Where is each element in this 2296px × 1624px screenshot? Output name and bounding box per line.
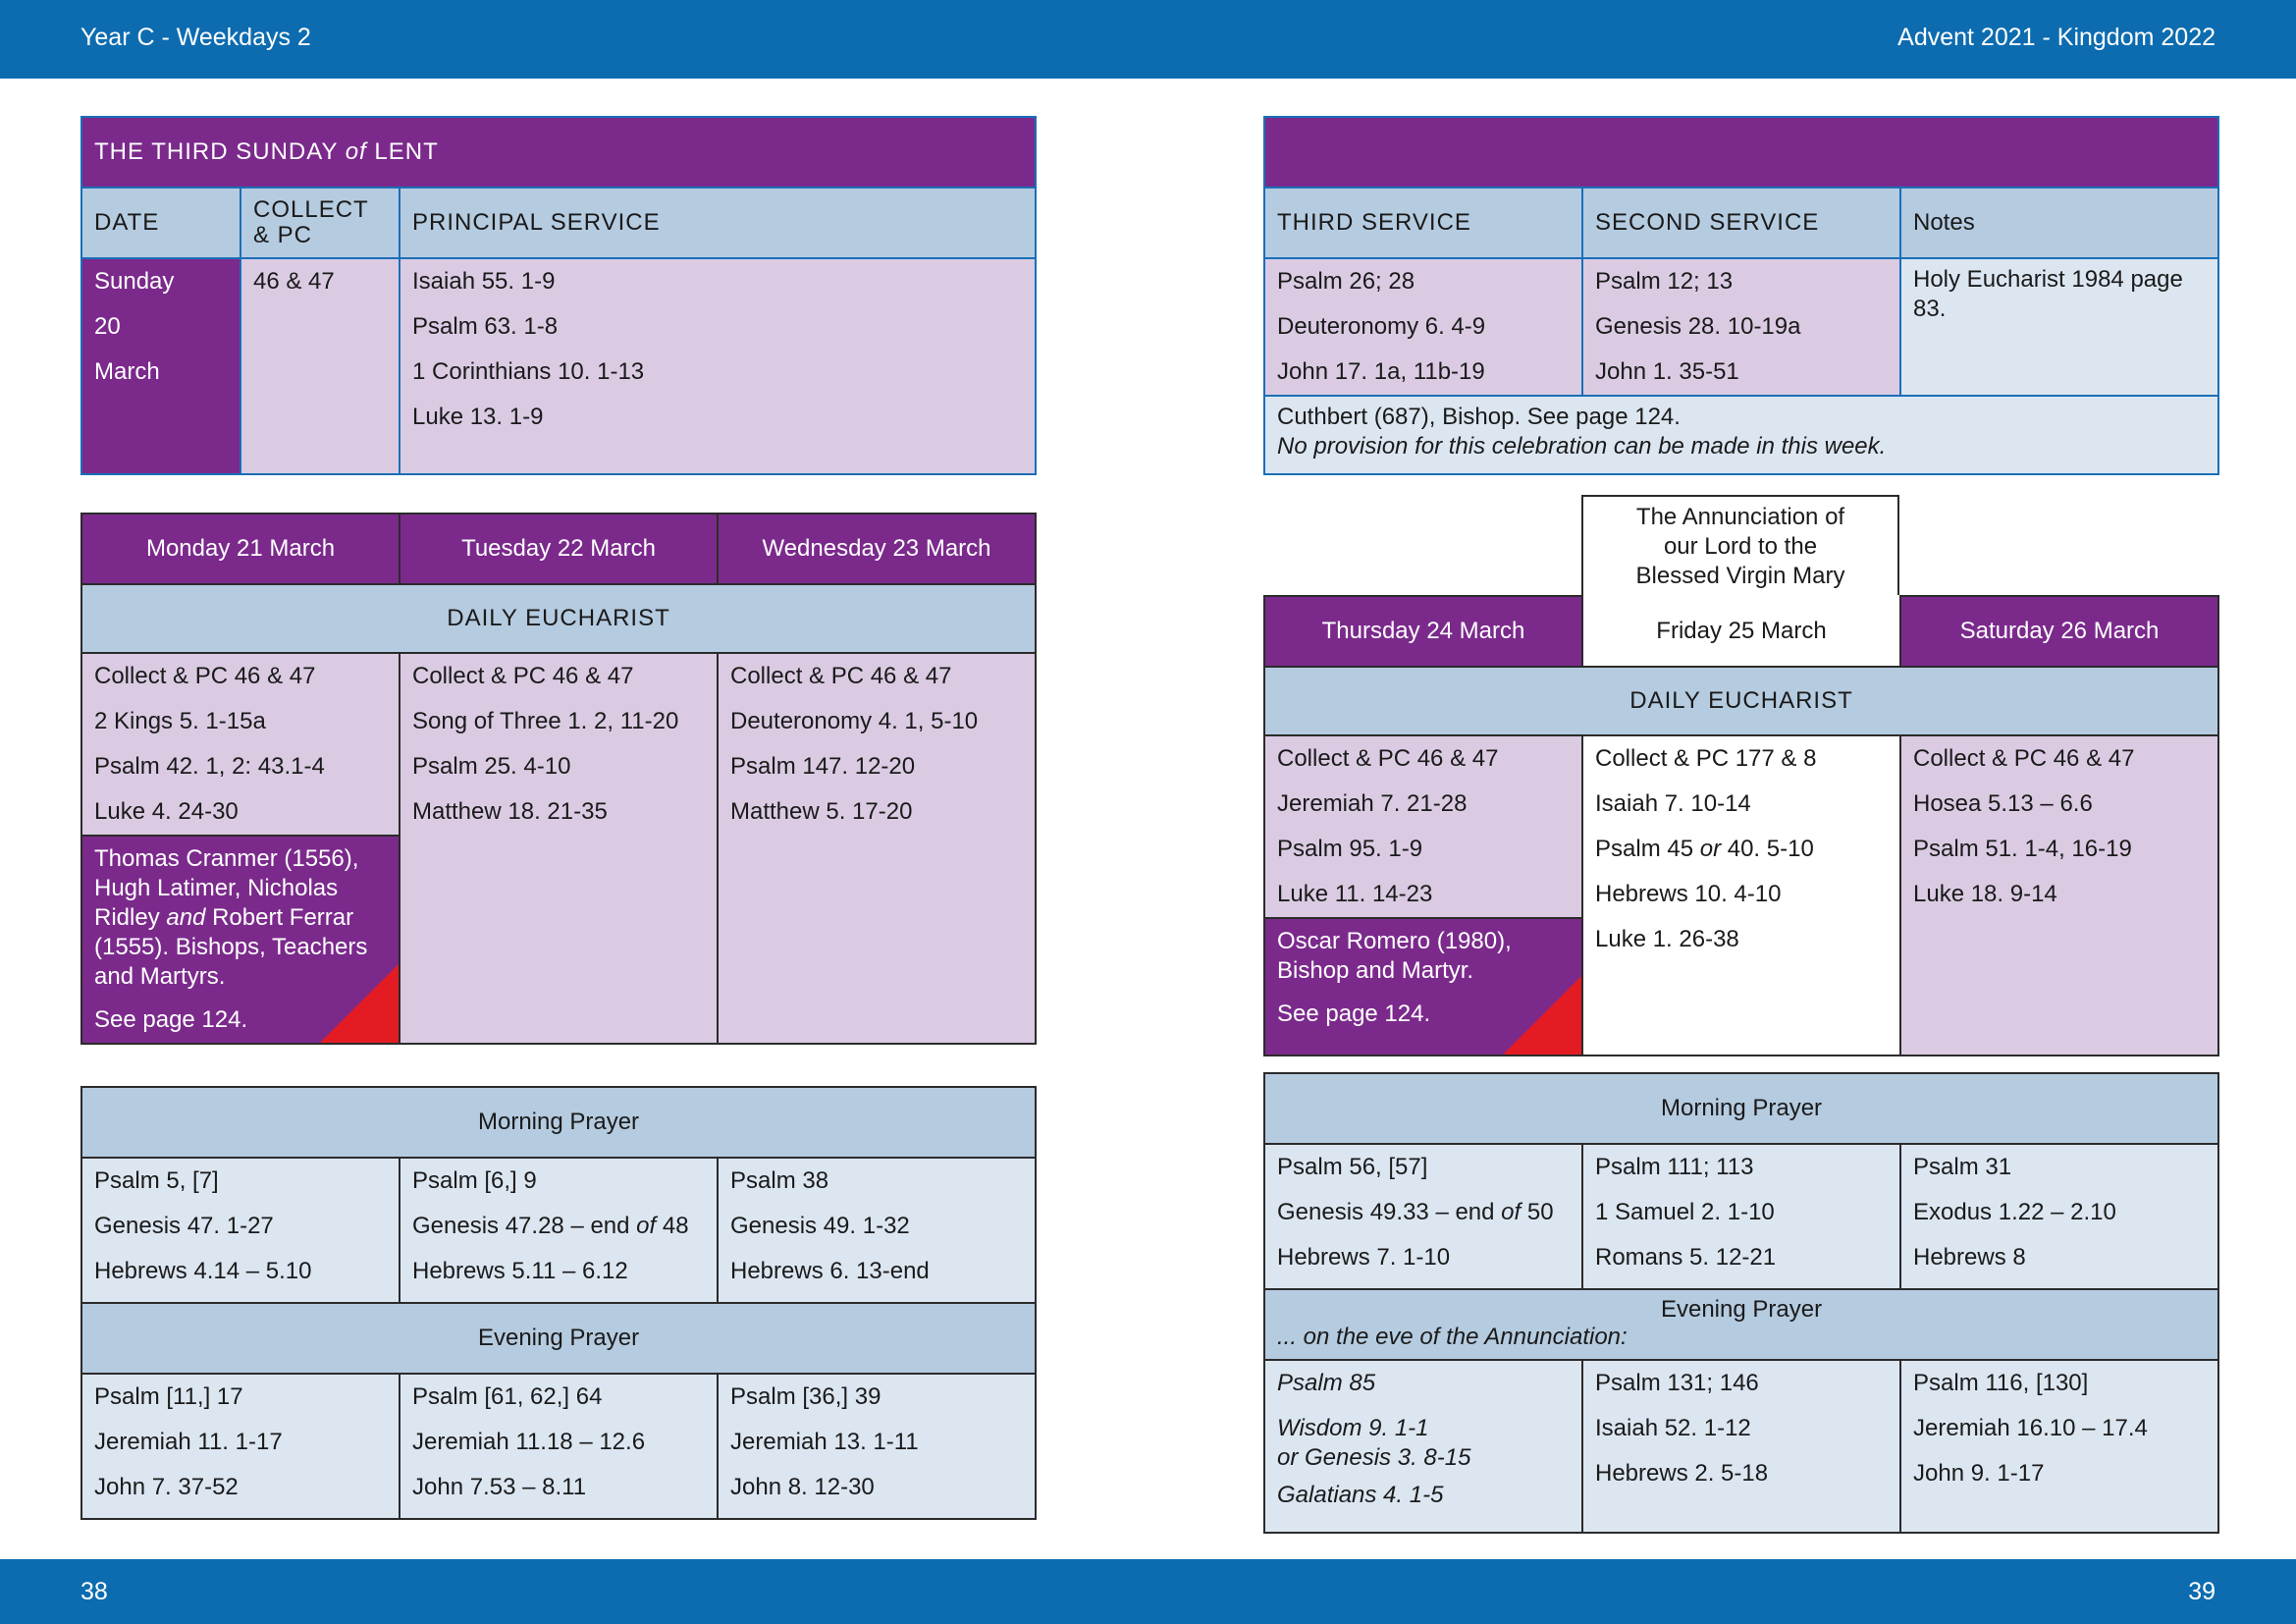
reading: John 7. 37-52	[94, 1474, 239, 1500]
col-date-header: DATE	[81, 188, 240, 258]
reading-part-italic: of	[636, 1213, 657, 1239]
reading: Genesis 49. 1-32	[730, 1213, 910, 1239]
eucharist-saturday	[1900, 735, 2218, 1056]
reading: Hebrews 4.14 – 5.10	[94, 1258, 312, 1284]
notes-cell: Holy Eucharist 1984 page 83.	[1900, 258, 2218, 396]
evening-friday	[1582, 1360, 1900, 1533]
reading: Deuteronomy 4. 1, 5-10	[730, 708, 979, 734]
reading: Romans 5. 12-21	[1595, 1244, 1777, 1271]
note-line: Cuthbert (687), Bishop. See page 124.	[1277, 404, 1681, 430]
week-right-eucharist-table	[1263, 595, 2219, 1056]
day-header-tuesday: Tuesday 22 March	[400, 514, 718, 584]
reading: Psalm [11,] 17	[94, 1383, 243, 1410]
festival-romero	[1264, 918, 1582, 1056]
reading: Psalm [6,] 9	[412, 1167, 537, 1194]
reading: Collect & PC 46 & 47	[1913, 745, 2135, 772]
eucharist-tuesday	[400, 653, 718, 1044]
reading: Deuteronomy 6. 4-9	[1277, 313, 1486, 340]
reading-part: 40. 5-10	[1721, 836, 1814, 862]
col-notes-header: Notes	[1900, 188, 2218, 258]
reading: Psalm [36,] 39	[730, 1383, 881, 1410]
morning-prayer-label: Morning Prayer	[81, 1087, 1036, 1158]
reading: Psalm [61, 62,] 64	[412, 1383, 603, 1410]
sunday-date-cell	[81, 258, 240, 474]
reading: Jeremiah 11.18 – 12.6	[412, 1429, 646, 1455]
reading: 1 Corinthians 10. 1-13	[412, 358, 645, 385]
footer-bar	[0, 1559, 2296, 1624]
reading: Genesis 28. 10-19a	[1595, 313, 1801, 340]
evening-monday	[81, 1374, 400, 1519]
festival-see-page: See page 124.	[94, 1006, 248, 1033]
morning-prayer-label: Morning Prayer	[1264, 1073, 2218, 1144]
reading: Hebrews 7. 1-10	[1277, 1244, 1451, 1271]
reading: Psalm 31	[1913, 1154, 2012, 1180]
reading: Jeremiah 11. 1-17	[94, 1429, 283, 1455]
collect-value: 46 & 47	[253, 268, 335, 295]
reading: Isaiah 52. 1-12	[1595, 1415, 1751, 1441]
col-third-header: THIRD SERVICE	[1264, 188, 1582, 258]
day-header-friday: Friday 25 March	[1582, 596, 1900, 667]
reading: Psalm 131; 146	[1595, 1370, 1759, 1396]
note-line-italic: No provision for this celebration can be made in this week.	[1277, 433, 1887, 460]
morning-friday	[1582, 1144, 1900, 1289]
eucharist-wednesday	[718, 653, 1036, 1044]
reading: Isaiah 55. 1-9	[412, 268, 556, 295]
date-line: 20	[94, 313, 121, 340]
reading: Collect & PC 46 & 47	[94, 663, 316, 689]
reading: or Genesis 3. 8-15	[1277, 1444, 1471, 1471]
reading: Psalm 5, [7]	[94, 1167, 219, 1194]
evening-saturday	[1900, 1360, 2218, 1533]
reading: Psalm 85	[1277, 1370, 1376, 1396]
morning-thursday	[1264, 1144, 1582, 1289]
reading	[1277, 1190, 1570, 1235]
col-collect-header: COLLECT & PC	[240, 188, 400, 258]
reading: Collect & PC 46 & 47	[1277, 745, 1499, 772]
reading: Collect & PC 177 & 8	[1595, 745, 1817, 772]
reading: Psalm 147. 12-20	[730, 753, 916, 780]
evening-eve-note: ... on the eve of the Annunciation:	[1277, 1324, 1628, 1350]
day-header-thursday: Thursday 24 March	[1264, 596, 1582, 667]
reading-part: Psalm 45	[1595, 836, 1700, 862]
reading: Luke 18. 9-14	[1913, 881, 2057, 907]
reading: Song of Three 1. 2, 11-20	[412, 708, 679, 734]
reading: Collect & PC 46 & 47	[730, 663, 952, 689]
col-principal-header: PRINCIPAL SERVICE	[400, 188, 1036, 258]
sunday-title-band	[1264, 117, 2218, 188]
page-number-left: 38	[80, 1578, 108, 1605]
reading: Psalm 56, [57]	[1277, 1154, 1428, 1180]
second-service-cell	[1582, 258, 1900, 396]
red-corner-marker	[320, 964, 399, 1043]
reading: Psalm 25. 4-10	[412, 753, 571, 780]
reading: 1 Samuel 2. 1-10	[1595, 1199, 1775, 1225]
date-line: Sunday	[94, 268, 175, 295]
week-left-office-table	[80, 1086, 1037, 1520]
red-corner-marker	[1503, 976, 1581, 1055]
reading: Jeremiah 13. 1-11	[730, 1429, 919, 1455]
reading: Matthew 5. 17-20	[730, 798, 913, 825]
daily-eucharist-label: DAILY EUCHARIST	[81, 584, 1036, 653]
reading: Isaiah 7. 10-14	[1595, 790, 1751, 817]
festival-text: Thomas Cranmer (1556), Hugh Latimer, Nicholas Ridley	[94, 845, 359, 931]
reading	[1595, 827, 1888, 872]
reading: Psalm 63. 1-8	[412, 313, 559, 340]
reading: Psalm 111; 113	[1595, 1154, 1754, 1180]
week-left-eucharist-table	[80, 513, 1037, 1045]
morning-saturday	[1900, 1144, 2218, 1289]
reading: Galatians 4. 1-5	[1277, 1482, 1444, 1508]
daily-eucharist-label: DAILY EUCHARIST	[1264, 667, 2218, 735]
morning-tuesday	[400, 1158, 718, 1303]
reading: Psalm 116, [130]	[1913, 1370, 2089, 1396]
reading: Hosea 5.13 – 6.6	[1913, 790, 2093, 817]
annunciation-line: The Annunciation of	[1635, 504, 1845, 530]
reading: Psalm 26; 28	[1277, 268, 1415, 295]
sunday-principal-cell	[400, 258, 1036, 474]
eucharist-thursday	[1264, 735, 1582, 918]
reading: Hebrews 5.11 – 6.12	[412, 1258, 628, 1284]
reading: Exodus 1.22 – 2.10	[1913, 1199, 2116, 1225]
reading: Hebrews 10. 4-10	[1595, 881, 1782, 907]
reading: Psalm 38	[730, 1167, 829, 1194]
evening-prayer-label: Evening Prayer	[1660, 1296, 1823, 1323]
reading: John 9. 1-17	[1913, 1460, 2045, 1487]
sunday-commemoration-note	[1264, 396, 2218, 474]
reading: 2 Kings 5. 1-15a	[94, 708, 266, 734]
page-number-right: 39	[2188, 1578, 2216, 1605]
reading: Luke 1. 26-38	[1595, 926, 1739, 952]
sunday-principal-table	[80, 116, 1037, 475]
eucharist-friday	[1582, 735, 1900, 1056]
festival-cranmer	[81, 836, 400, 1044]
sunday-title: THE THIRD SUNDAY of LENT	[81, 117, 1036, 188]
annunciation-title	[1581, 495, 1899, 595]
annunciation-line: Blessed Virgin Mary	[1635, 563, 1845, 589]
day-header-monday: Monday 21 March	[81, 514, 400, 584]
header-right-text: Advent 2021 - Kingdom 2022	[1897, 24, 2216, 51]
reading: John 17. 1a, 11b-19	[1277, 358, 1485, 385]
reading: Wisdom 9. 1-1	[1277, 1415, 1429, 1441]
day-header-saturday: Saturday 26 March	[1900, 596, 2218, 667]
reading: Psalm 12; 13	[1595, 268, 1734, 295]
reading: Hebrews 8	[1913, 1244, 2026, 1271]
col-second-header: SECOND SERVICE	[1582, 188, 1900, 258]
reading-part: 50	[1521, 1199, 1554, 1225]
reading: Genesis 47. 1-27	[94, 1213, 274, 1239]
reading: Hebrews 6. 13-end	[730, 1258, 930, 1284]
reading-part-italic: or	[1699, 836, 1722, 862]
header-bar	[0, 0, 2296, 79]
reading-part: Genesis 49.33 – end	[1277, 1199, 1502, 1225]
sunday-other-services-table	[1263, 116, 2219, 475]
morning-wednesday	[718, 1158, 1036, 1303]
festival-see-page: See page 124.	[1277, 1001, 1431, 1027]
week-right-office-table	[1263, 1072, 2219, 1534]
reading: Hebrews 2. 5-18	[1595, 1460, 1769, 1487]
evening-thursday	[1264, 1360, 1582, 1533]
reading: Matthew 18. 21-35	[412, 798, 608, 825]
reading: Collect & PC 46 & 47	[412, 663, 634, 689]
third-service-cell	[1264, 258, 1582, 396]
reading	[412, 1204, 705, 1249]
festival-text: Robert Ferrar (1555). Bishops, Teachers and Martyrs.	[94, 904, 368, 990]
date-line: March	[94, 358, 160, 385]
reading: Psalm 95. 1-9	[1277, 836, 1423, 862]
evening-tuesday	[400, 1374, 718, 1519]
eucharist-monday	[81, 653, 400, 836]
morning-monday	[81, 1158, 400, 1303]
evening-wednesday	[718, 1374, 1036, 1519]
evening-prayer-label: Evening Prayer	[81, 1303, 1036, 1374]
evening-prayer-header	[1264, 1289, 2218, 1360]
reading-part: Genesis 47.28 – end	[412, 1213, 637, 1239]
reading-part: 48	[656, 1213, 689, 1239]
day-header-wednesday: Wednesday 23 March	[718, 514, 1036, 584]
festival-text: Oscar Romero (1980), Bishop and Martyr.	[1277, 928, 1512, 984]
reading: Luke 11. 14-23	[1277, 881, 1433, 907]
reading: John 1. 35-51	[1595, 358, 1739, 385]
sunday-collect-cell	[240, 258, 400, 474]
reading: Luke 4. 24-30	[94, 798, 239, 825]
festival-text-and: and	[166, 904, 206, 931]
reading: Luke 13. 1-9	[412, 404, 544, 430]
annunciation-line: our Lord to the	[1663, 533, 1818, 560]
reading: Jeremiah 16.10 – 17.4	[1913, 1415, 2148, 1441]
reading: John 8. 12-30	[730, 1474, 875, 1500]
header-left-text: Year C - Weekdays 2	[80, 24, 311, 51]
reading: John 7.53 – 8.11	[412, 1474, 587, 1500]
reading: Psalm 51. 1-4, 16-19	[1913, 836, 2132, 862]
reading-part-italic: of	[1501, 1199, 1522, 1225]
reading: Jeremiah 7. 21-28	[1277, 790, 1468, 817]
reading: Psalm 42. 1, 2: 43.1-4	[94, 753, 325, 780]
